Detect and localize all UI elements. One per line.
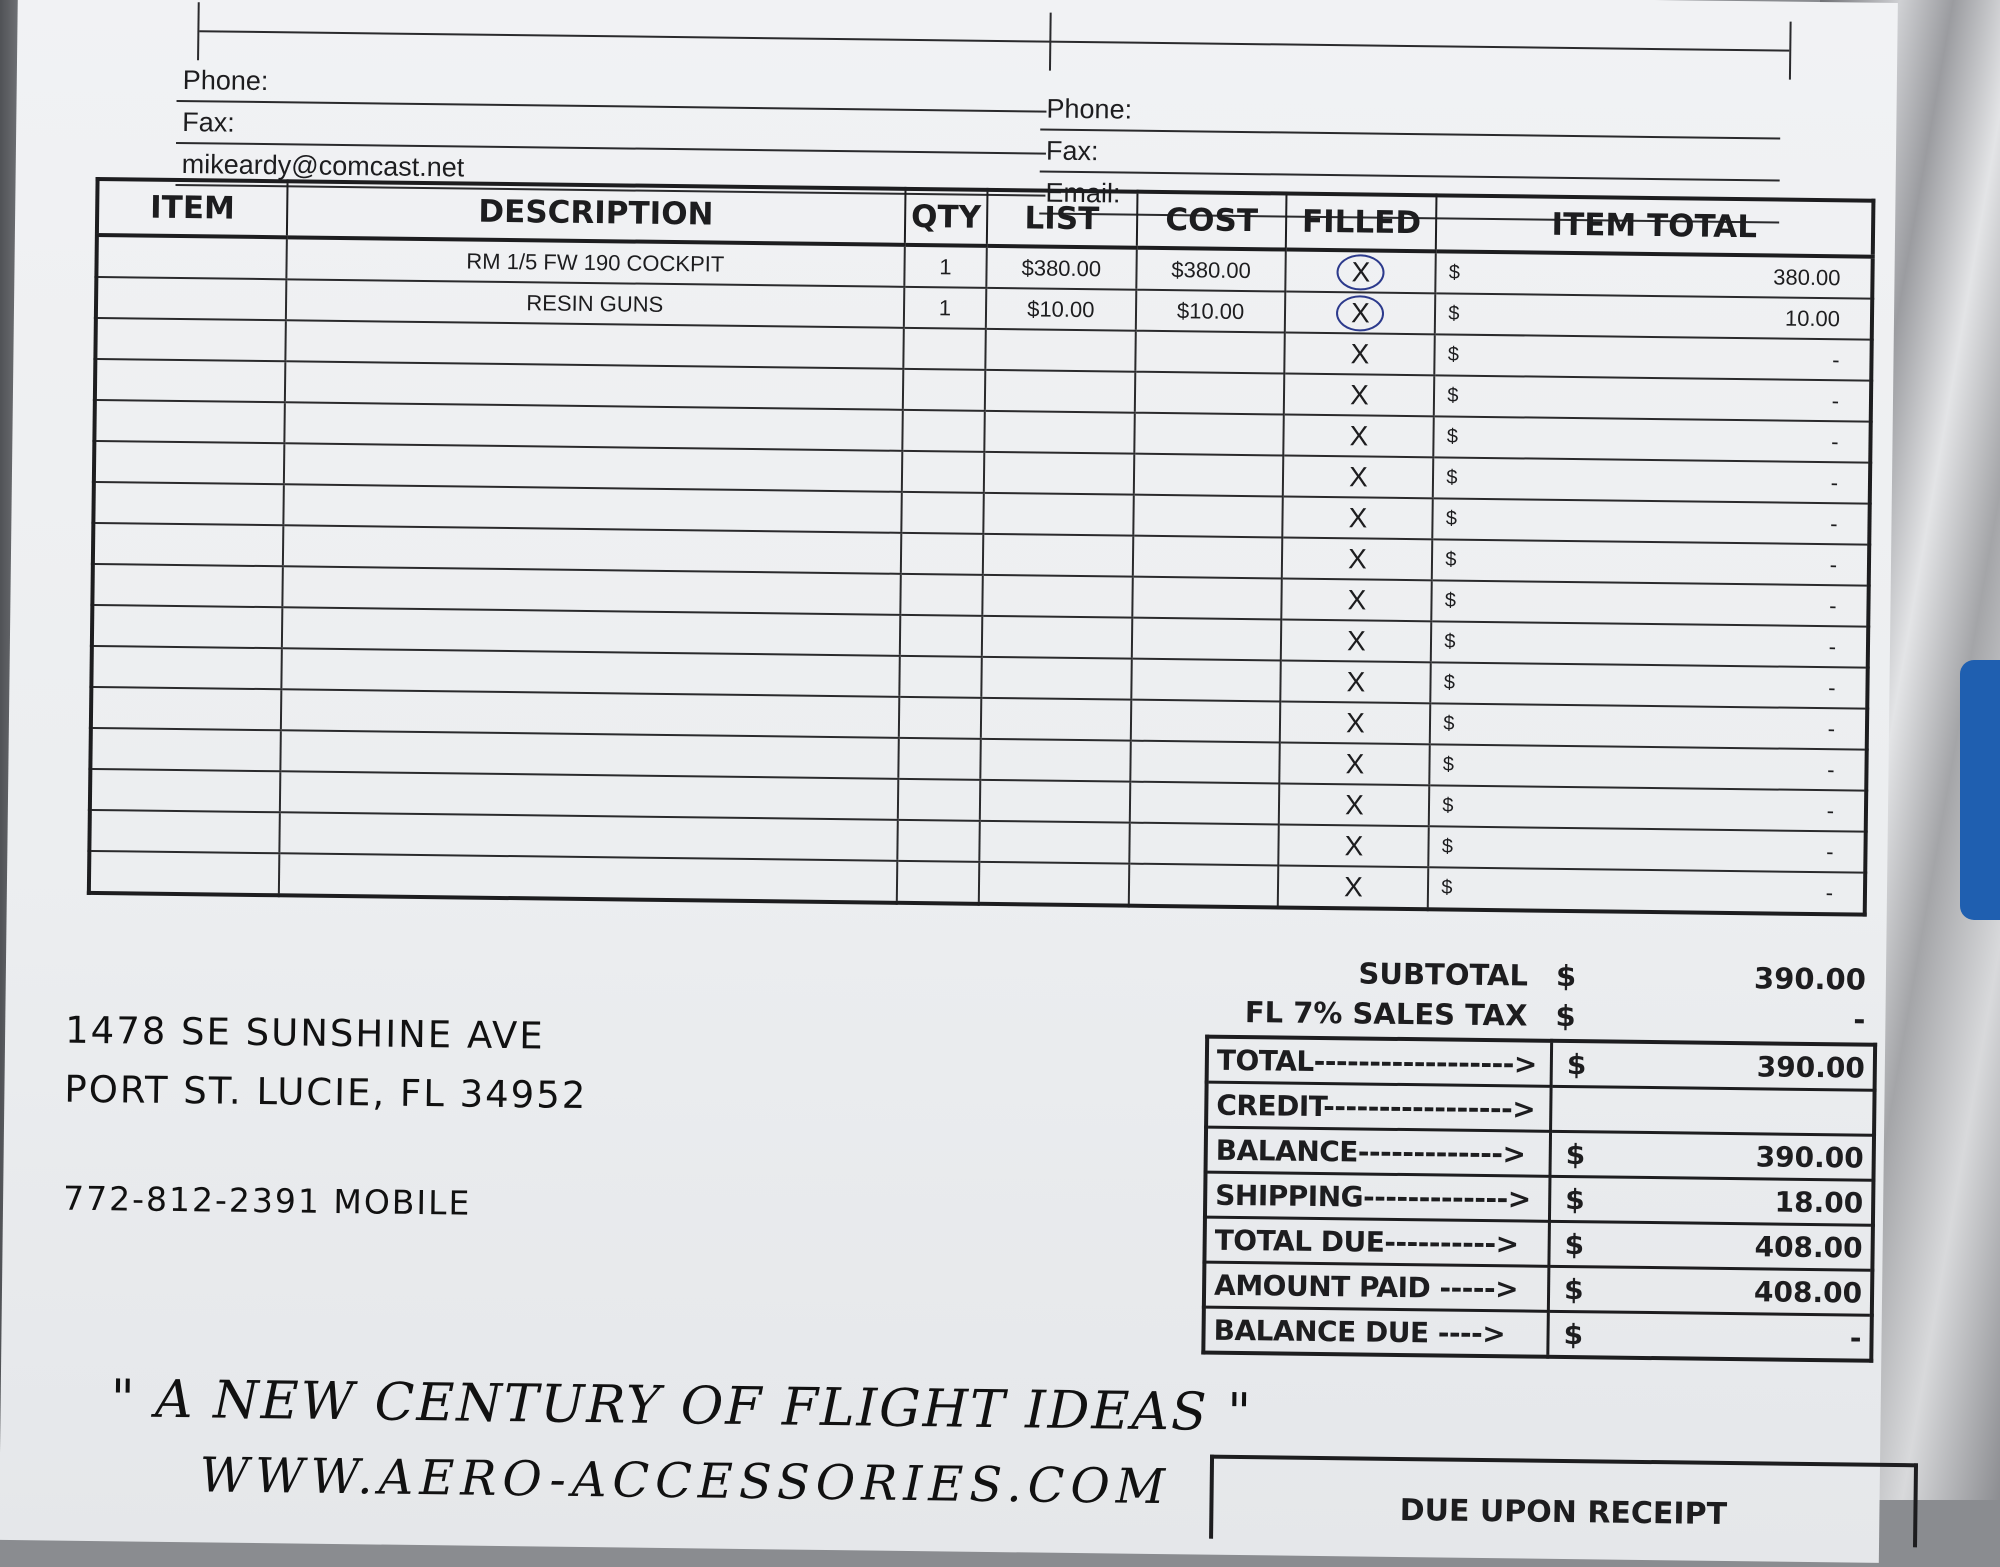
totals-label: TOTAL DUE----------> [1204,1217,1549,1266]
item-total-currency: $ [1448,302,1460,325]
filled-cell [1283,496,1433,539]
totals-currency: $ [1565,1182,1585,1216]
item-cell [91,646,281,689]
column-header-filled: FILLED [1286,194,1437,252]
filled-mark: X [1345,747,1365,780]
cost-cell: $380.00 [1136,248,1286,292]
cost-cell [1132,577,1282,620]
totals-value: 18.00 [1774,1185,1864,1220]
totals-row [1207,1037,1876,1091]
item-cell [90,769,280,812]
item-total-currency: $ [1441,835,1454,858]
cost-cell: $10.00 [1135,290,1285,333]
filled-mark: X [1346,665,1366,698]
list-price-cell: $380.00 [986,246,1136,290]
item-total-currency: $ [1445,507,1458,530]
item-total-value: - [1831,428,1839,454]
totals-row [1206,1082,1874,1135]
filled-mark: X [1347,542,1367,575]
item-total-currency: $ [1445,548,1457,571]
description-cell: RM 1/5 FW 190 COCKPIT [286,237,905,287]
item-total-cell [1429,826,1866,872]
totals-amount [1548,1266,1872,1315]
line-items-body [89,235,1873,915]
filled-mark: X [1345,706,1365,739]
filled-cell [1285,333,1435,376]
item-total-currency: $ [1442,794,1454,817]
filled-mark: X [1349,419,1369,452]
item-total-cell [1434,375,1871,421]
company-slogan: " A NEW CENTURY OF FLIGHT IDEAS " [110,1369,1254,1444]
totals-label: AMOUNT PAID -----> [1204,1262,1549,1311]
list-price-cell [983,534,1133,577]
item-total-cell [1435,334,1872,380]
cost-cell [1135,331,1285,374]
filled-cell [1279,824,1429,867]
list-price-cell [979,821,1129,864]
item-total-cell [1432,580,1869,626]
background-blue-object [1960,660,2000,920]
item-cell [91,687,281,730]
item-total-cell [1433,457,1870,503]
totals-amount [1551,1086,1875,1135]
line-items-table [87,177,1876,917]
item-total-value: 380.00 [1773,263,1841,290]
item-cell [96,277,286,320]
item-total-currency: $ [1443,671,1456,694]
description-cell [278,853,897,903]
totals-row [1206,1127,1874,1180]
filled-cell [1282,578,1432,621]
filled-cell [1286,250,1436,294]
list-price-cell [981,657,1131,700]
column-header-item: ITEM [97,179,287,237]
totals-label: CREDIT-----------------> [1206,1082,1551,1131]
item-total-value: - [1826,797,1835,823]
filled-cell [1278,865,1428,909]
item-total-cell [1432,539,1869,585]
filled-mark: X [1349,378,1369,411]
filled-mark: X [1344,829,1364,861]
qty-cell: 1 [904,287,986,329]
item-total-value: - [1828,633,1837,659]
filled-cell [1284,374,1434,417]
filled-cell [1284,415,1434,458]
list-price-cell [980,780,1130,823]
totals-row [1204,1217,1872,1270]
qty-cell [900,615,982,657]
item-cell [92,564,282,607]
filled-mark: X [1347,583,1367,616]
item-total-cell [1430,744,1867,790]
item-total-currency: $ [1441,876,1453,899]
cost-cell [1133,454,1283,497]
item-total-currency: $ [1447,343,1460,366]
subtotal-currency: $ [1555,958,1577,994]
filled-mark: X [1343,870,1363,902]
list-price-cell [980,739,1130,782]
totals-row [1203,1307,1872,1361]
due-upon-receipt-box: DUE UPON RECEIPT [1209,1455,1918,1548]
cost-cell [1134,413,1284,456]
totals-amount [1548,1311,1872,1360]
item-total-value: 10.00 [1784,305,1841,331]
filled-mark: X [1350,337,1370,370]
totals-label: SHIPPING-------------> [1205,1172,1550,1221]
item-total-value: - [1830,510,1838,536]
item-cell [95,318,285,361]
qty-cell [901,492,983,534]
item-total-currency: $ [1444,630,1456,653]
cost-cell [1128,864,1278,908]
item-cell [92,605,282,648]
filled-cell [1279,783,1429,826]
totals-value: 390.00 [1755,1139,1864,1175]
totals-amount [1549,1176,1873,1225]
cost-cell [1130,700,1280,743]
item-cell [93,523,283,566]
mobile-phone: 772-812-2391 MOBILE [62,1178,472,1223]
column-header-list: LIST [987,190,1137,248]
item-total-cell [1431,662,1868,708]
qty-cell [903,328,985,370]
totals-row [1205,1172,1874,1225]
qty-cell [902,410,984,452]
totals-value: 390.00 [1756,1049,1866,1085]
item-total-value: - [1829,592,1837,618]
qty-cell [898,779,980,821]
qty-cell: 1 [904,245,986,288]
qty-cell [902,451,984,493]
totals-value: - [1849,1320,1862,1355]
item-cell [95,359,285,402]
filled-mark: X [1344,788,1364,821]
item-cell [96,235,286,279]
list-price-cell [982,616,1132,659]
item-total-cell [1431,621,1868,667]
customer-fax-label: Fax: [176,102,1046,155]
totals-label: BALANCE DUE ----> [1203,1307,1548,1357]
list-price-cell: $10.00 [986,288,1136,331]
filled-mark: X [1346,624,1366,657]
item-total-cell [1429,785,1866,831]
totals-currency: $ [1566,1047,1587,1081]
item-total-value: - [1826,838,1834,864]
qty-cell [900,574,982,616]
shipto-phone-label: Phone: [1040,89,1780,140]
item-total-cell [1434,416,1871,462]
filled-mark: X [1337,254,1385,291]
address-line-2: PORT ST. LUCIE, FL 34952 [64,1067,588,1118]
list-price-cell [984,452,1134,495]
totals-currency: $ [1563,1272,1584,1306]
item-total-cell [1436,251,1873,298]
qty-cell [903,369,985,411]
cost-cell [1131,659,1281,702]
item-total-value: - [1825,879,1834,905]
item-total-currency: $ [1446,425,1459,448]
item-total-cell [1430,703,1867,749]
item-cell [94,441,284,484]
item-total-currency: $ [1447,384,1459,407]
filled-cell [1280,742,1430,785]
filled-cell [1282,537,1432,580]
cost-cell [1131,618,1281,661]
qty-cell [901,533,983,575]
cost-cell [1129,782,1279,825]
totals-value: 408.00 [1753,1274,1863,1310]
totals-amount [1551,1041,1875,1090]
totals-body [1203,1037,1875,1361]
item-total-value: - [1827,715,1836,741]
totals-amount [1549,1221,1873,1270]
qty-cell [899,656,981,698]
item-cell [94,400,284,443]
item-total-cell [1433,498,1870,544]
customer-email: mikeardy@comcast.net [175,144,1045,197]
item-total-value: - [1832,346,1840,372]
list-price-cell [981,698,1131,741]
qty-cell [897,861,979,904]
filled-mark: X [1348,460,1368,493]
filled-cell [1283,455,1433,498]
subtotal-value: 390.00 [1753,961,1867,997]
summary-block [1185,954,1886,1043]
cost-cell [1133,495,1283,538]
item-total-cell [1435,293,1872,339]
item-total-currency: $ [1446,466,1458,489]
item-total-currency: $ [1442,753,1455,776]
filled-mark: X [1348,501,1368,534]
totals-row [1204,1262,1872,1315]
description-cell: RESIN GUNS [285,279,904,328]
shipto-fax-label: Fax: [1040,130,1780,181]
item-total-currency: $ [1444,589,1457,612]
sales-tax-value: - [1853,1002,1866,1037]
item-total-value: - [1830,469,1839,495]
list-price-cell [985,329,1135,372]
cost-cell [1134,372,1284,415]
list-price-cell [984,411,1134,454]
item-cell [93,482,283,525]
totals-currency: $ [1565,1137,1586,1171]
filled-cell [1281,619,1431,662]
sales-tax-currency: $ [1555,998,1576,1034]
item-total-cell [1428,867,1865,914]
customer-phone-label: Phone: [177,60,1047,113]
address-line-1: 1478 SE SUNSHINE AVE [64,1008,545,1058]
cost-cell [1130,741,1280,784]
shipto-email-label: Email: [1039,172,1779,223]
filled-cell [1281,660,1431,703]
item-total-currency: $ [1448,261,1461,284]
filled-cell [1280,701,1430,744]
totals-table [1201,1035,1877,1363]
qty-cell [898,738,980,780]
list-price-cell [982,575,1132,618]
customer-contact-block [175,60,1046,197]
item-total-value: - [1829,551,1838,577]
item-cell [89,810,279,853]
filled-mark: X [1336,295,1384,332]
item-cell [90,728,280,771]
sales-tax-label: FL 7% SALES TAX [1244,995,1528,1033]
list-price-cell [985,370,1135,413]
list-price-cell [983,493,1133,536]
item-cell [89,851,279,895]
totals-label: TOTAL------------------> [1207,1037,1552,1087]
item-total-value: - [1831,387,1840,413]
totals-amount [1550,1131,1874,1180]
totals-value: 408.00 [1754,1229,1863,1265]
item-total-currency: $ [1443,712,1455,735]
totals-label: BALANCE-------------> [1206,1127,1551,1176]
totals-currency: $ [1564,1227,1585,1261]
company-website: WWW.AERO-ACCESSORIES.COM [199,1447,1172,1516]
item-total-value: - [1827,756,1835,782]
qty-cell [897,820,979,862]
column-header-description: DESCRIPTION [286,181,905,245]
column-header-qty: QTY [905,189,988,246]
cost-cell [1132,536,1282,579]
filled-cell [1285,292,1435,335]
cost-cell [1129,823,1279,866]
item-total-value: - [1828,674,1836,700]
qty-cell [899,697,981,739]
column-header-item-total: ITEM TOTAL [1436,195,1873,256]
totals-currency: $ [1563,1317,1584,1351]
subtotal-label: SUBTOTAL [1358,956,1529,993]
list-price-cell [979,862,1129,906]
column-header-cost: COST [1136,192,1286,250]
